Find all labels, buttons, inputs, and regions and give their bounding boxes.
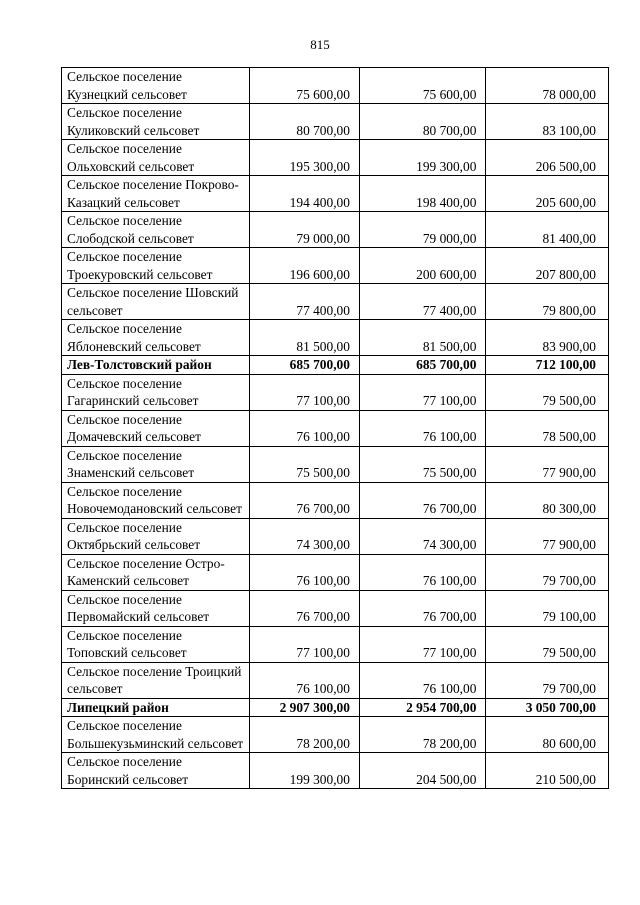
settlement-name-cell: Сельское поселение Куликовский сельсовет — [62, 104, 250, 140]
table-row — [62, 662, 609, 698]
value-col1-cell: 75 600,00 — [250, 68, 360, 104]
settlement-name-cell: Сельское поселение Яблоневский сельсовет — [62, 320, 250, 356]
settlement-name-cell: Сельское поселение Ольховский сельсовет — [62, 140, 250, 176]
value-col3-cell: 210 500,00 — [486, 753, 609, 789]
value-col3-cell: 79 800,00 — [486, 284, 609, 320]
settlement-name-cell: Сельское поселение Шовский сельсовет — [62, 284, 250, 320]
table-row — [62, 68, 609, 104]
value-col3-cell: 80 300,00 — [486, 482, 609, 518]
value-col2-cell: 76 700,00 — [359, 482, 485, 518]
value-col1-cell: 81 500,00 — [250, 320, 360, 356]
value-col1-cell: 2 907 300,00 — [250, 698, 360, 717]
table-row — [62, 626, 609, 662]
value-col3-cell: 78 000,00 — [486, 68, 609, 104]
value-col2-cell: 77 100,00 — [359, 374, 485, 410]
value-col1-cell: 76 100,00 — [250, 662, 360, 698]
table-row — [62, 590, 609, 626]
table-row — [62, 320, 609, 356]
value-col3-cell: 79 700,00 — [486, 554, 609, 590]
table-row — [62, 554, 609, 590]
settlement-name-cell: Сельское поселение Домачевский сельсовет — [62, 410, 250, 446]
settlement-name-cell: Сельское поселение Покрово-Казацкий сельсовет — [62, 176, 250, 212]
value-col2-cell: 77 400,00 — [359, 284, 485, 320]
value-col1-cell: 76 100,00 — [250, 410, 360, 446]
page-number: 815 — [310, 37, 330, 52]
value-col2-cell: 79 000,00 — [359, 212, 485, 248]
settlement-name-cell: Сельское поселение Боринский сельсовет — [62, 753, 250, 789]
value-col1-cell: 74 300,00 — [250, 518, 360, 554]
value-col3-cell: 206 500,00 — [486, 140, 609, 176]
value-col1-cell: 685 700,00 — [250, 356, 360, 375]
value-col1-cell: 77 400,00 — [250, 284, 360, 320]
table-row — [62, 212, 609, 248]
value-col2-cell: 2 954 700,00 — [359, 698, 485, 717]
value-col1-cell: 194 400,00 — [250, 176, 360, 212]
value-col3-cell: 712 100,00 — [486, 356, 609, 375]
value-col2-cell: 200 600,00 — [359, 248, 485, 284]
value-col3-cell: 77 900,00 — [486, 446, 609, 482]
value-col2-cell: 81 500,00 — [359, 320, 485, 356]
value-col2-cell: 77 100,00 — [359, 626, 485, 662]
value-col2-cell: 198 400,00 — [359, 176, 485, 212]
settlement-name-cell: Сельское поселение Большекузьминский сельсовет — [62, 717, 250, 753]
settlement-name-cell: Сельское поселение Гагаринский сельсовет — [62, 374, 250, 410]
table-row — [62, 410, 609, 446]
value-col3-cell: 83 100,00 — [486, 104, 609, 140]
table-row — [62, 482, 609, 518]
table-row — [62, 518, 609, 554]
value-col3-cell: 79 100,00 — [486, 590, 609, 626]
value-col2-cell: 76 700,00 — [359, 590, 485, 626]
district-total-row — [62, 698, 609, 717]
value-col3-cell: 83 900,00 — [486, 320, 609, 356]
table-row — [62, 104, 609, 140]
value-col3-cell: 78 500,00 — [486, 410, 609, 446]
settlement-name-cell: Сельское поселение Топовский сельсовет — [62, 626, 250, 662]
value-col1-cell: 76 700,00 — [250, 590, 360, 626]
table-row — [62, 717, 609, 753]
value-col2-cell: 75 600,00 — [359, 68, 485, 104]
table-row — [62, 753, 609, 789]
value-col2-cell: 74 300,00 — [359, 518, 485, 554]
value-col2-cell: 76 100,00 — [359, 410, 485, 446]
settlement-name-cell: Сельское поселение Знаменский сельсовет — [62, 446, 250, 482]
settlement-name-cell: Сельское поселение Первомайский сельсовет — [62, 590, 250, 626]
table-row — [62, 140, 609, 176]
settlement-name-cell: Сельское поселение Октябрьский сельсовет — [62, 518, 250, 554]
value-col3-cell: 3 050 700,00 — [486, 698, 609, 717]
value-col1-cell: 77 100,00 — [250, 626, 360, 662]
district-total-row — [62, 356, 609, 375]
table-row — [62, 374, 609, 410]
value-col1-cell: 76 100,00 — [250, 554, 360, 590]
value-col1-cell: 199 300,00 — [250, 753, 360, 789]
value-col2-cell: 78 200,00 — [359, 717, 485, 753]
value-col3-cell: 79 500,00 — [486, 374, 609, 410]
value-col2-cell: 204 500,00 — [359, 753, 485, 789]
value-col3-cell: 77 900,00 — [486, 518, 609, 554]
value-col2-cell: 76 100,00 — [359, 554, 485, 590]
value-col1-cell: 79 000,00 — [250, 212, 360, 248]
settlement-name-cell: Лев-Толстовский район — [62, 356, 250, 375]
value-col3-cell: 207 800,00 — [486, 248, 609, 284]
settlement-name-cell: Сельское поселение Троекуровский сельсовет — [62, 248, 250, 284]
value-col2-cell: 199 300,00 — [359, 140, 485, 176]
value-col1-cell: 196 600,00 — [250, 248, 360, 284]
settlement-name-cell: Липецкий район — [62, 698, 250, 717]
table-row — [62, 284, 609, 320]
table-row — [62, 176, 609, 212]
settlement-name-cell: Сельское поселение Остро-Каменский сельсовет — [62, 554, 250, 590]
settlement-name-cell: Сельское поселение Новочемодановский сельсовет — [62, 482, 250, 518]
value-col3-cell: 79 700,00 — [486, 662, 609, 698]
value-col1-cell: 75 500,00 — [250, 446, 360, 482]
value-col2-cell: 685 700,00 — [359, 356, 485, 375]
value-col1-cell: 80 700,00 — [250, 104, 360, 140]
table-row — [62, 446, 609, 482]
value-col1-cell: 78 200,00 — [250, 717, 360, 753]
value-col3-cell: 205 600,00 — [486, 176, 609, 212]
value-col3-cell: 80 600,00 — [486, 717, 609, 753]
settlement-name-cell: Сельское поселение Троицкий сельсовет — [62, 662, 250, 698]
table-body — [62, 68, 609, 789]
value-col1-cell: 76 700,00 — [250, 482, 360, 518]
settlement-name-cell: Сельское поселение Слободской сельсовет — [62, 212, 250, 248]
table-row — [62, 248, 609, 284]
budget-table — [61, 67, 609, 789]
value-col2-cell: 76 100,00 — [359, 662, 485, 698]
value-col1-cell: 77 100,00 — [250, 374, 360, 410]
value-col3-cell: 79 500,00 — [486, 626, 609, 662]
value-col2-cell: 75 500,00 — [359, 446, 485, 482]
value-col3-cell: 81 400,00 — [486, 212, 609, 248]
settlement-name-cell: Сельское поселение Кузнецкий сельсовет — [62, 68, 250, 104]
value-col1-cell: 195 300,00 — [250, 140, 360, 176]
value-col2-cell: 80 700,00 — [359, 104, 485, 140]
